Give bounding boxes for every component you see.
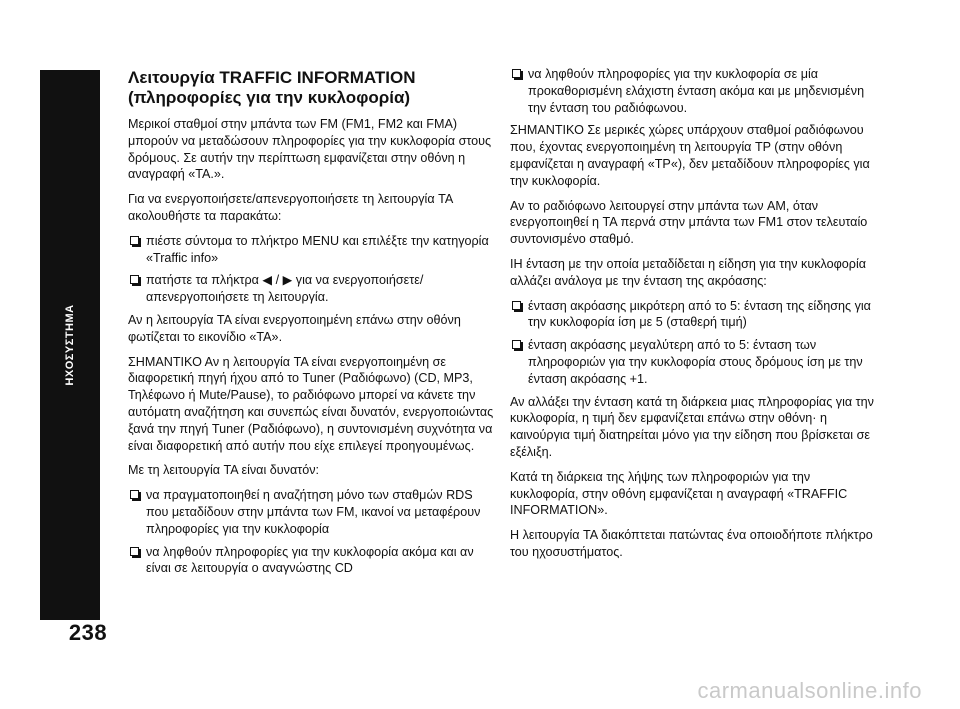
paragraph: Αν αλλάξει την ένταση κατά τη διάρκεια μιας πληροφορίας για την κυκλοφορία, η τιμή δεν εμφανίζεται επάνω στην οθόνη· η καινούργια τιμή διατηρείται μόνο για την είδηση που βρίσκεται σε εξέλιξη. [510,394,874,459]
chapter-label: ΗΧΟΣΥΣΤΗΜΑ [64,304,76,386]
bullet-item [510,337,880,387]
bullet-item [128,272,498,306]
page-number: 238 [68,620,108,645]
paragraph: ΣΗΜΑΝΤΙΚΟ Αν η λειτουργία TA είναι ενεργοποιημένη σε διαφορετική πηγή ήχου από το Tuner (Ραδιόφωνο) (CD, MP3, Τηλέφωνο ή Mute/Pause), το ραδιόφωνο μπορεί να κάνετε την αυτόματη αναζήτηση και συνεπώς είναι δυνατόν, ενεργοποιώντας ξανά την πηγή Tuner (Ραδιόφωνο), η συντονισμένη συχνότητα να είναι διαφορετική από αυτήν που είχε επιλεγεί προηγουμένως. [128,354,494,453]
paragraph: Κατά τη διάρκεια της λήψης των πληροφοριών για την κυκλοφορία, στην οθόνη εμφανίζεται η αναγραφή «TRAFFIC INFORMATION». [510,469,848,518]
paragraph: Με τη λειτουργία TA είναι δυνατόν: [128,463,320,478]
right-column [510,66,880,569]
paragraph: Για να ενεργοποιήσετε/απενεργοποιήσετε τη λειτουργία TA ακολουθήστε τα παρακάτω: [128,192,453,223]
watermark: carmanualsonline.info [697,678,922,703]
heading-line-1: Λειτουργία TRAFFIC INFORMATION [128,68,416,87]
bullet-text: πιέστε σύντομα το πλήκτρο MENU και επιλέξτε την κατηγορία «Traffic info» [146,233,489,265]
paragraph: Αν η λειτουργία TA είναι ενεργοποιημένη επάνω στην οθόνη φωτίζεται το εικονίδιο «TA». [128,312,461,344]
paragraph: Μερικοί σταθμοί στην μπάντα των FM (FM1, FM2 και FMA) μπορούν να μεταδώσουν πληροφορίες για την κυκλοφορία στους δρόμους. Σε αυτήν την περίπτωση εμφανίζεται στην οθόνη η αναγραφή «TA.». [128,117,492,182]
paragraph: Η λειτουργία TA διακόπτεται πατώντας ένα οποιοδήποτε πλήκτρο του ηχοσυστήματος. [510,528,873,559]
bullet-item [510,66,880,116]
paragraph: ΣΗΜΑΝΤΙΚΟ Σε μερικές χώρες υπάρχουν σταθμοί ραδιόφωνου που, έχοντας ενεργοποιημένη τη λειτουργία TP (στην οθόνη εμφανίζεται η αναγραφή «TP«), δεν μεταδίδουν πληροφορίες για την κυκλοφορία. [510,123,870,188]
bullet-item [128,233,498,267]
left-column [128,68,498,583]
bullet-text: ένταση ακρόασης μικρότερη από το 5: ένταση της είδησης για την κυκλοφορία ίση με 5 (σταθερή τιμή) [528,298,871,330]
section-heading [128,68,498,108]
bullet-item [128,544,498,578]
paragraph: Αν το ραδιόφωνο λειτουργεί στην μπάντα των AM, όταν ενεργοποιηθεί η TA περνά στην μπάντα των FM1 στον τελευταίο συντονισμένο σταθμό. [510,198,868,247]
bullet-text: να ληφθούν πληροφορίες για την κυκλοφορία ακόμα και αν είναι σε λειτουργία ο αναγνώστης CD [146,544,474,576]
bullet-item [128,487,498,537]
bullet-text: να πραγματοποιηθεί η αναζήτηση μόνο των σταθμών RDS που μεταδίδουν στην μπάντα των FM, ικανοί να μεταφέρουν πληροφορίες για την κυκλοφορία [146,488,481,536]
bullet-text: πατήστε τα πλήκτρα ◀ / ▶ για να ενεργοποιήσετε/ απενεργοποιήσετε τη λειτουργία. [146,273,424,305]
heading-line-2: (πληροφορίες για την κυκλοφορία) [128,88,411,107]
bullet-item [510,298,880,332]
bullet-text: να ληφθούν πληροφορίες για την κυκλοφορία σε μία προκαθορισμένη ελάχιστη ένταση ακόμα και με μηδενισμένη την ένταση του ραδιόφωνου. [528,67,865,115]
bullet-text: ένταση ακρόασης μεγαλύτερη από το 5: ένταση των πληροφοριών για την κυκλοφορία στους δρόμους ίση με την ένταση ακρόασης +1. [528,338,863,386]
paragraph: ΙΗ ένταση με την οποία μεταδίδεται η είδηση για την κυκλοφορία αλλάζει ανάλογα με την ένταση της ακρόασης: [510,256,867,288]
